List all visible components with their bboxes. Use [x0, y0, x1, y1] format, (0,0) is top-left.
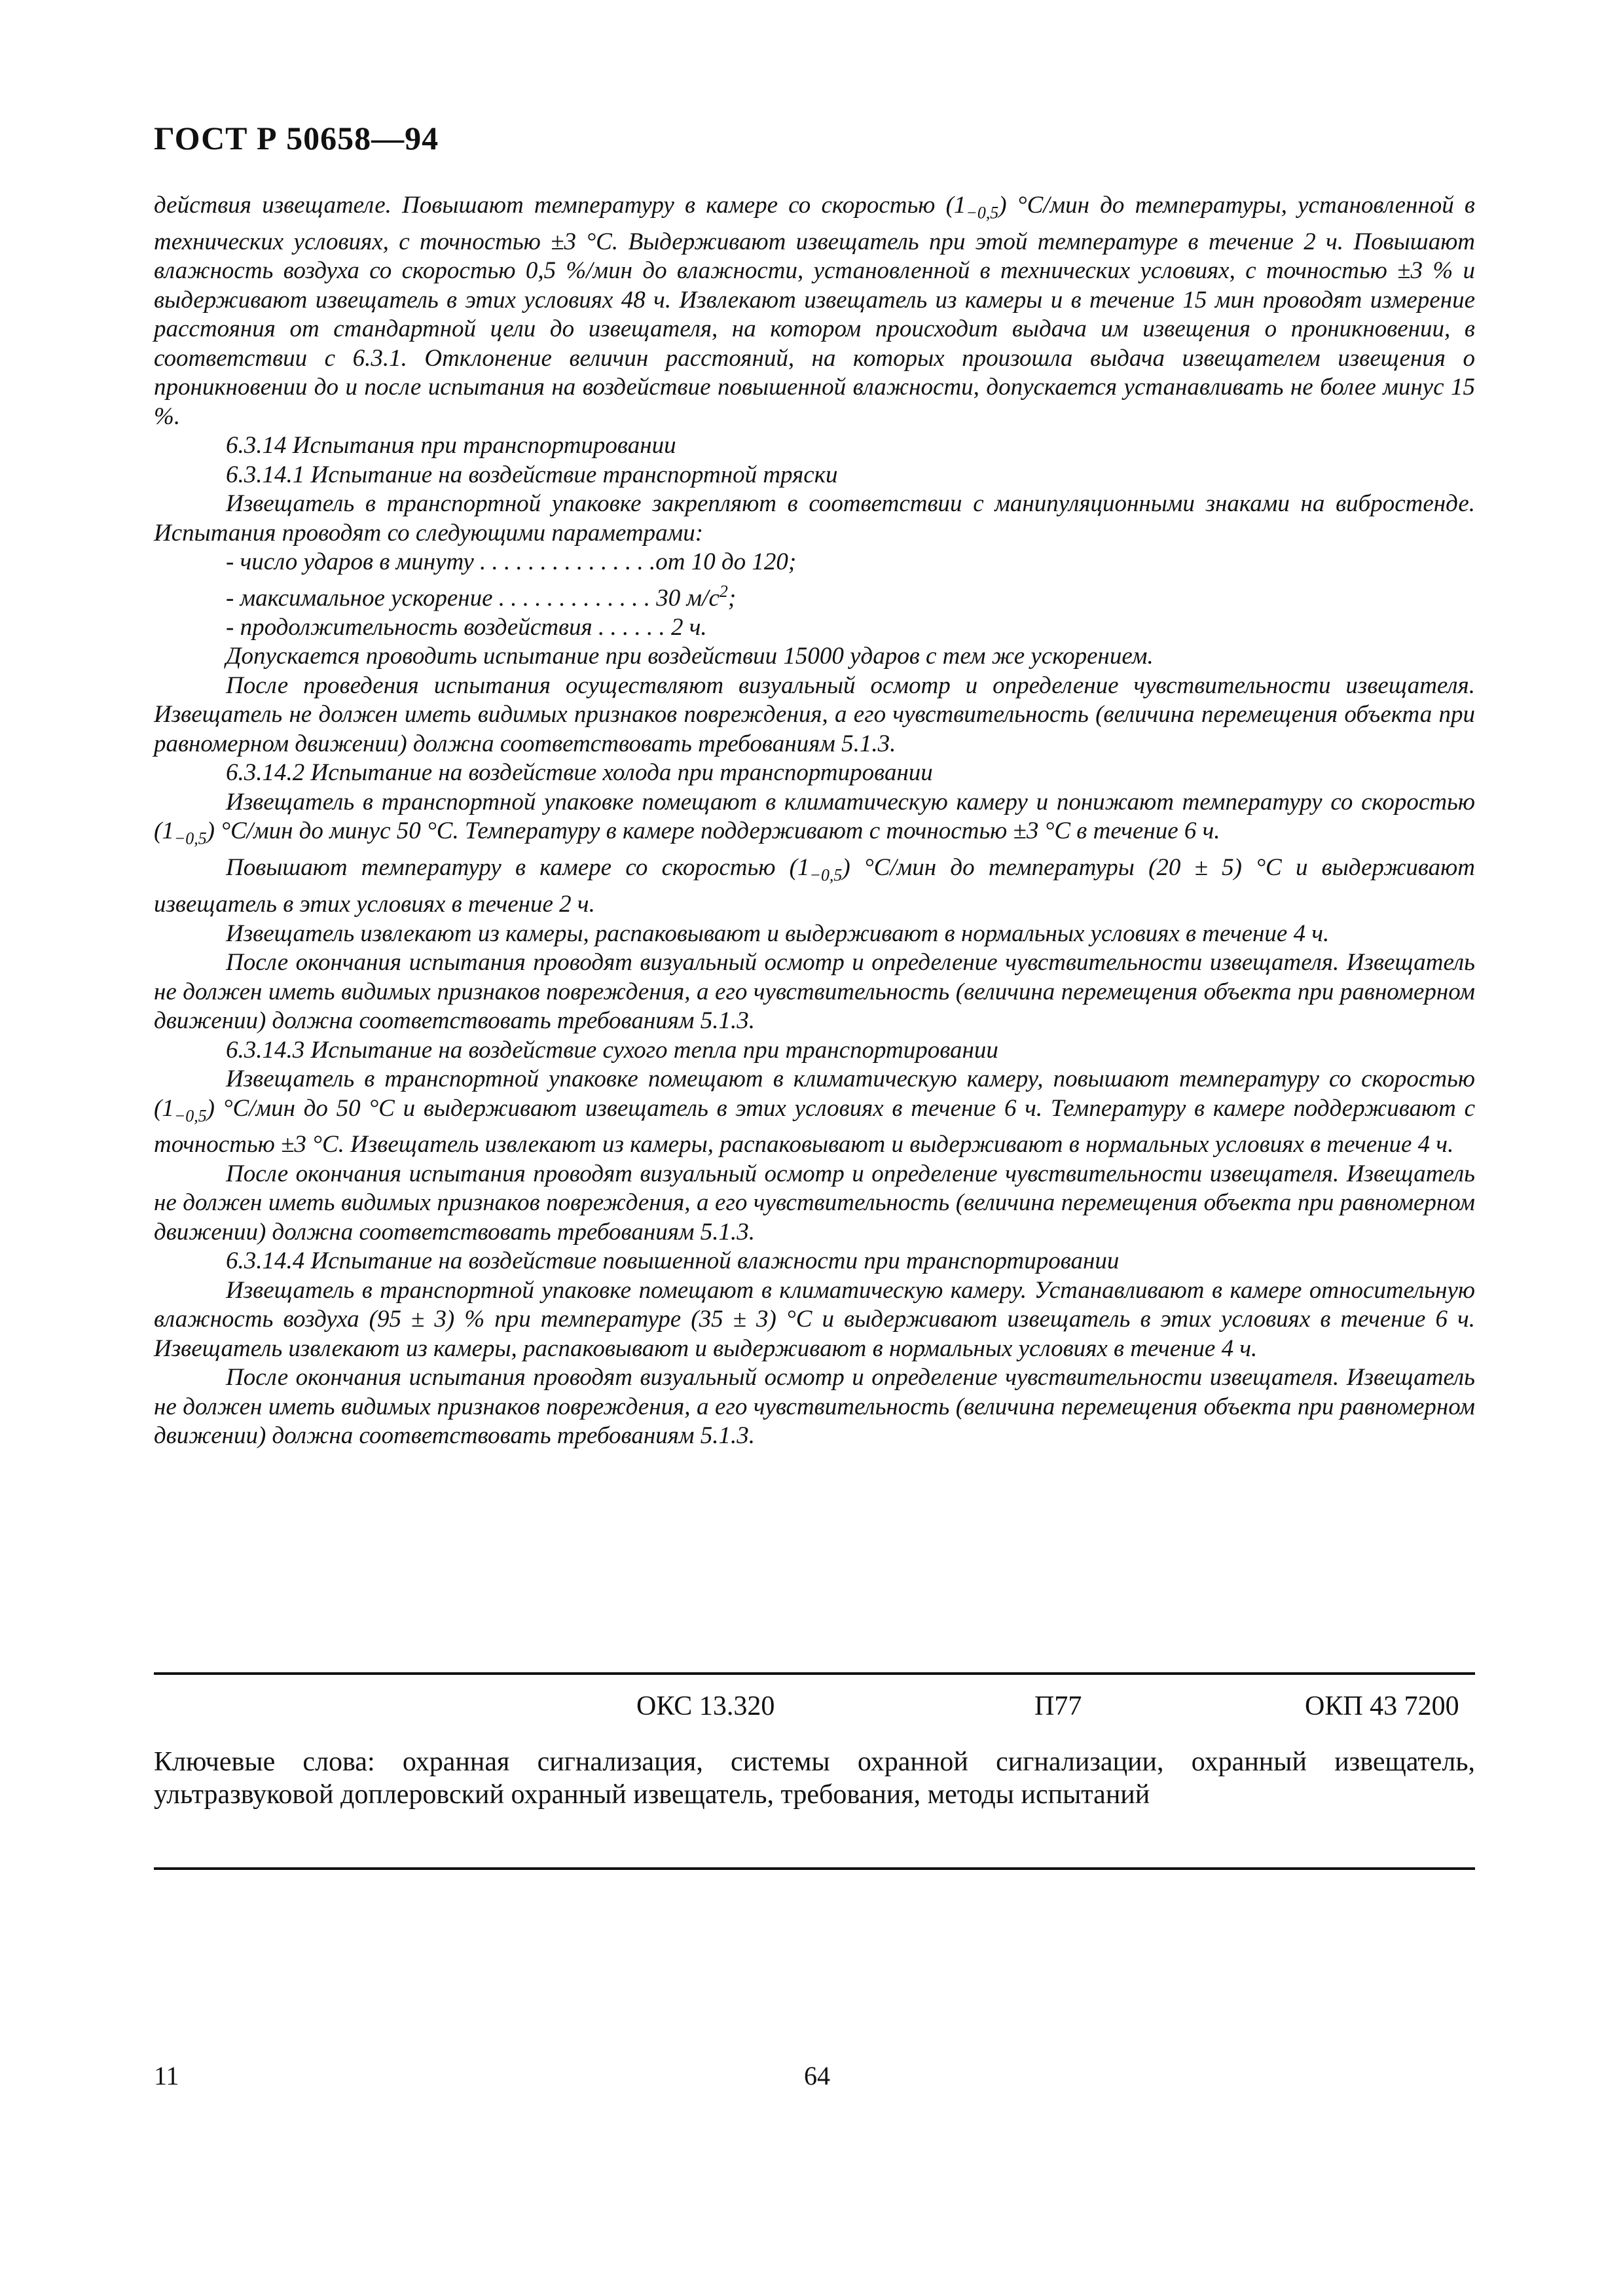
footer-left-number: 11	[154, 2061, 179, 2090]
paragraph: После окончания испытания проводят визуальный осмотр и определение чувствительности извещателя. Извещатель не должен иметь видимых признаков повреждения, а его чувствительность (величина перемещения объекта при равномерном движении) должна соответствовать требованиям 5.1.3.	[154, 1160, 1475, 1246]
paragraph: После проведения испытания осуществляют визуальный осмотр и определение чувствительности извещателя. Извещатель не должен иметь видимых признаков повреждения, а его чувствительность (величина перемещения объекта при равномерном движении) должна соответствовать требованиям 5.1.3.	[154, 672, 1475, 757]
list-item: - продолжительность воздействия . . . . . . 2 ч.	[226, 613, 707, 641]
section-heading-6-3-14-3: 6.3.14.3 Испытание на воздействие сухого тепла при транспортировании	[226, 1036, 998, 1064]
okp-code: ОКП 43 7200	[1305, 1691, 1459, 1721]
paragraph: Извещатель в транспортной упаковке помещают в климатическую камеру, повышают температуру со скоростью $(1_{-0,5})$ °С/мин до 50 °С и выдерживают извещатель в этих условиях в течение 6 ч. Температуру в камере поддерживают с точностью ±3 °С. Извещатель извлекают из камеры, распаковывают и выдерживают в нормальных условиях в течение 4 ч.	[154, 1066, 1475, 1158]
paragraph: Извещатель в транспортной упаковке помещают в климатическую камеру и понижают температуру со скоростью $(1_{-0,5})$ °С/мин до минус 50 °С. Температуру в камере поддерживают с точностью ±3 °С в течение 6 ч.	[154, 788, 1475, 848]
keywords: Ключевые слова: охранная сигнализация, системы охранной сигнализации, охранный извещатель, ультразвуковой доплеровский охранный извещатель, требования, методы испытаний	[154, 1747, 1475, 1810]
paragraph: Повышают температуру в камере со скоростью $(1_{-0,5})$ °С/мин до температуры (20 ± 5) °С и выдерживают извещатель в этих условиях в течение 2 ч.	[154, 854, 1475, 918]
divider-top	[154, 1672, 1475, 1675]
section-heading-6-3-14: 6.3.14 Испытания при транспортировании	[226, 432, 676, 459]
paragraph: После окончания испытания проводят визуальный осмотр и определение чувствительности извещателя. Извещатель не должен иметь видимых признаков повреждения, а его чувствительность (величина перемещения объекта при равномерном движении) должна соответствовать требованиям 5.1.3.	[154, 1364, 1475, 1450]
paragraph-continued: действия извещателе. Повышают температуру в камере со скоростью $(1_{-0,5})$ °С/мин до температуры, установленной в технических условиях, с точностью ±3 °С. Выдерживают извещатель при этой температуре в течение 2 ч. Повышают влажность воздуха со скоростью 0,5 %/мин до влажности, установленной в технических условиях, с точностью ±3 % и выдерживают извещатель в этих условиях 48 ч. Извлекают извещатель из камеры и в течение 15 мин проводят измерение расстояния от стандартной цели до извещателя, на котором происходит выдача им извещения о проникновении, в соответствии с 6.3.1. Отклонение величин расстояний, на которых произошла выдача извещателем извещения о проникновении до и после испытания на воздействие повышенной влажности, допускается устанавливать не более минус 15 %.	[154, 192, 1475, 430]
paragraph: Допускается проводить испытание при воздействии 15000 ударов с тем же ускорением.	[226, 643, 1154, 670]
oks-code: ОКС 13.320	[636, 1691, 775, 1721]
list-item: - максимальное ускорение . . . . . . . . . . . . . 30 $м/с^2$;	[226, 581, 737, 612]
section-heading-6-3-14-4: 6.3.14.4 Испытание на воздействие повышенной влажности при транспортировании	[226, 1247, 1120, 1275]
page-number: 64	[804, 2061, 830, 2090]
group-code: П77	[1034, 1691, 1082, 1721]
section-heading-6-3-14-2: 6.3.14.2 Испытание на воздействие холода при транспортировании	[226, 759, 933, 787]
paragraph: Извещатель в транспортной упаковке закрепляют в соответствии с манипуляционными знаками на вибростенде. Испытания проводят со следующими параметрами:	[154, 490, 1475, 547]
paragraph: После окончания испытания проводят визуальный осмотр и определение чувствительности извещателя. Извещатель не должен иметь видимых признаков повреждения, а его чувствительность (величина перемещения объекта при равномерном движении) должна соответствовать требованиям 5.1.3.	[154, 949, 1475, 1034]
list-item: - число ударов в минуту . . . . . . . . . . . . . . .от 10 до 120;	[226, 548, 797, 576]
paragraph: Извещатель в транспортной упаковке помещают в климатическую камеру. Устанавливают в камере относительную влажность воздуха (95 ± 3) % при температуре (35 ± 3) °С и выдерживают извещатель в этих условиях в течение 6 ч. Извещатель извлекают из камеры, распаковывают и выдерживают в нормальных условиях в течение 4 ч.	[154, 1276, 1475, 1362]
standard-header: ГОСТ Р 50658—94	[154, 120, 439, 156]
document-body	[154, 191, 1475, 1451]
section-heading-6-3-14-1: 6.3.14.1 Испытание на воздействие транспортной тряски	[226, 461, 838, 488]
divider-bottom	[154, 1867, 1475, 1870]
paragraph: Извещатель извлекают из камеры, распаковывают и выдерживают в нормальных условиях в течение 4 ч.	[226, 920, 1330, 947]
